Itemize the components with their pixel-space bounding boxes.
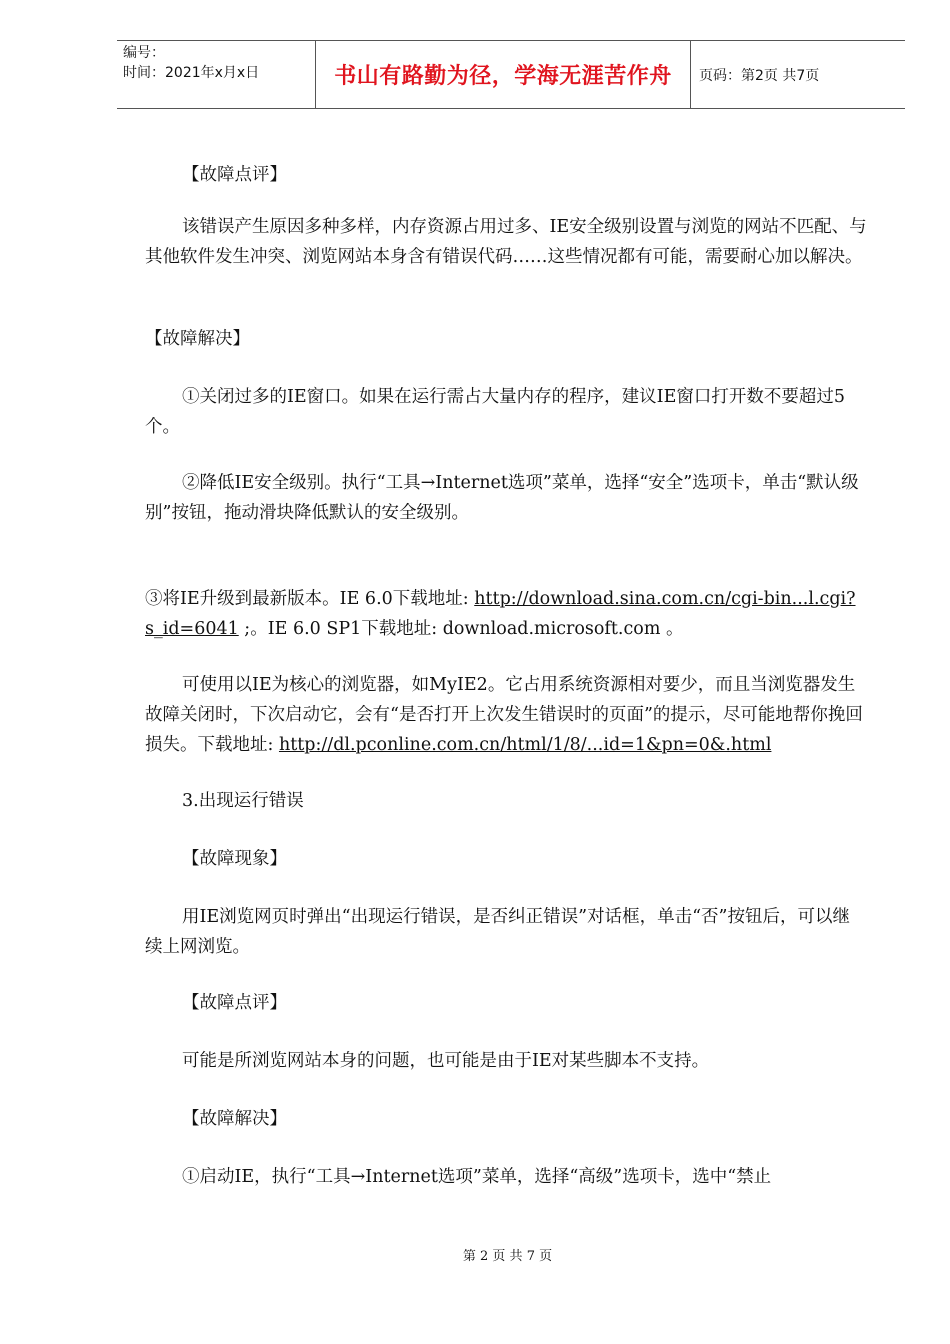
time-label: 时间：2021年x月x日	[123, 65, 260, 81]
section-heading: 【故障解决】	[145, 329, 250, 349]
header-motto-cell	[315, 41, 691, 108]
paragraph-text: ③将IE升级到最新版本。IE 6.0下载地址:	[145, 589, 475, 609]
page-header	[117, 40, 905, 109]
paragraph: 该错误产生原因多种多样，内存资源占用过多、IE安全级别设置与浏览的网站不匹配、与其他软件发生冲突、浏览网站本身含有错误代码……这些情况都有可能，需要耐心加以解决。	[145, 217, 867, 267]
page-footer: 第 2 页 共 7 页	[462, 1249, 553, 1264]
header-page-cell	[689, 41, 905, 108]
download-link[interactable]: http://download.sina.com.cn/cgi-bin...l.cgi?s_id=6041	[145, 589, 856, 639]
paragraph-text: ;。IE 6.0 SP1下载地址: download.microsoft.com 。	[238, 619, 684, 639]
section-heading: 【故障点评】	[182, 993, 287, 1013]
paragraph: 用IE浏览网页时弹出“出现运行错误，是否纠正错误”对话框，单击“否”按钮后，可以继续上网浏览。	[145, 907, 850, 957]
paragraph	[145, 584, 867, 644]
paragraph: ②降低IE安全级别。执行“工具→Internet选项”菜单，选择“安全”选项卡，单击“默认级别”按钮，拖动滑块降低默认的安全级别。	[145, 473, 859, 523]
header-page-label: 页码：第2页 共7页	[699, 67, 820, 84]
paragraph: 可能是所浏览网站本身的问题，也可能是由于IE对某些脚本不支持。	[182, 1051, 710, 1071]
section-heading: 【故障现象】	[182, 849, 287, 869]
paragraph-text: 可使用以IE为核心的浏览器，如MyIE2。它占用系统资源相对要少，而且当浏览器发生故障关闭时，下次启动它，会有“是否打开上次发生错误时的页面”的提示，尽可能地帮你挽回损失。下载地址:	[145, 675, 863, 755]
header-meta	[117, 41, 315, 108]
paragraph	[145, 670, 867, 760]
number-label: 编号：	[123, 45, 165, 61]
download-link[interactable]: http://dl.pconline.com.cn/html/1/8/...id=1&pn=0&.html	[278, 735, 772, 755]
document-body	[145, 160, 867, 1192]
section-heading: 【故障解决】	[182, 1109, 287, 1129]
paragraph: ①启动IE，执行“工具→Internet选项”菜单，选择“高级”选项卡，选中“禁止	[182, 1167, 772, 1187]
section-heading: 【故障点评】	[182, 165, 287, 185]
section-heading: 3.出现运行错误	[182, 791, 304, 811]
header-motto: 书山有路勤为径，学海无涯苦作舟	[334, 64, 672, 89]
paragraph: ①关闭过多的IE窗口。如果在运行需占大量内存的程序，建议IE窗口打开数不要超过5个。	[145, 387, 846, 437]
